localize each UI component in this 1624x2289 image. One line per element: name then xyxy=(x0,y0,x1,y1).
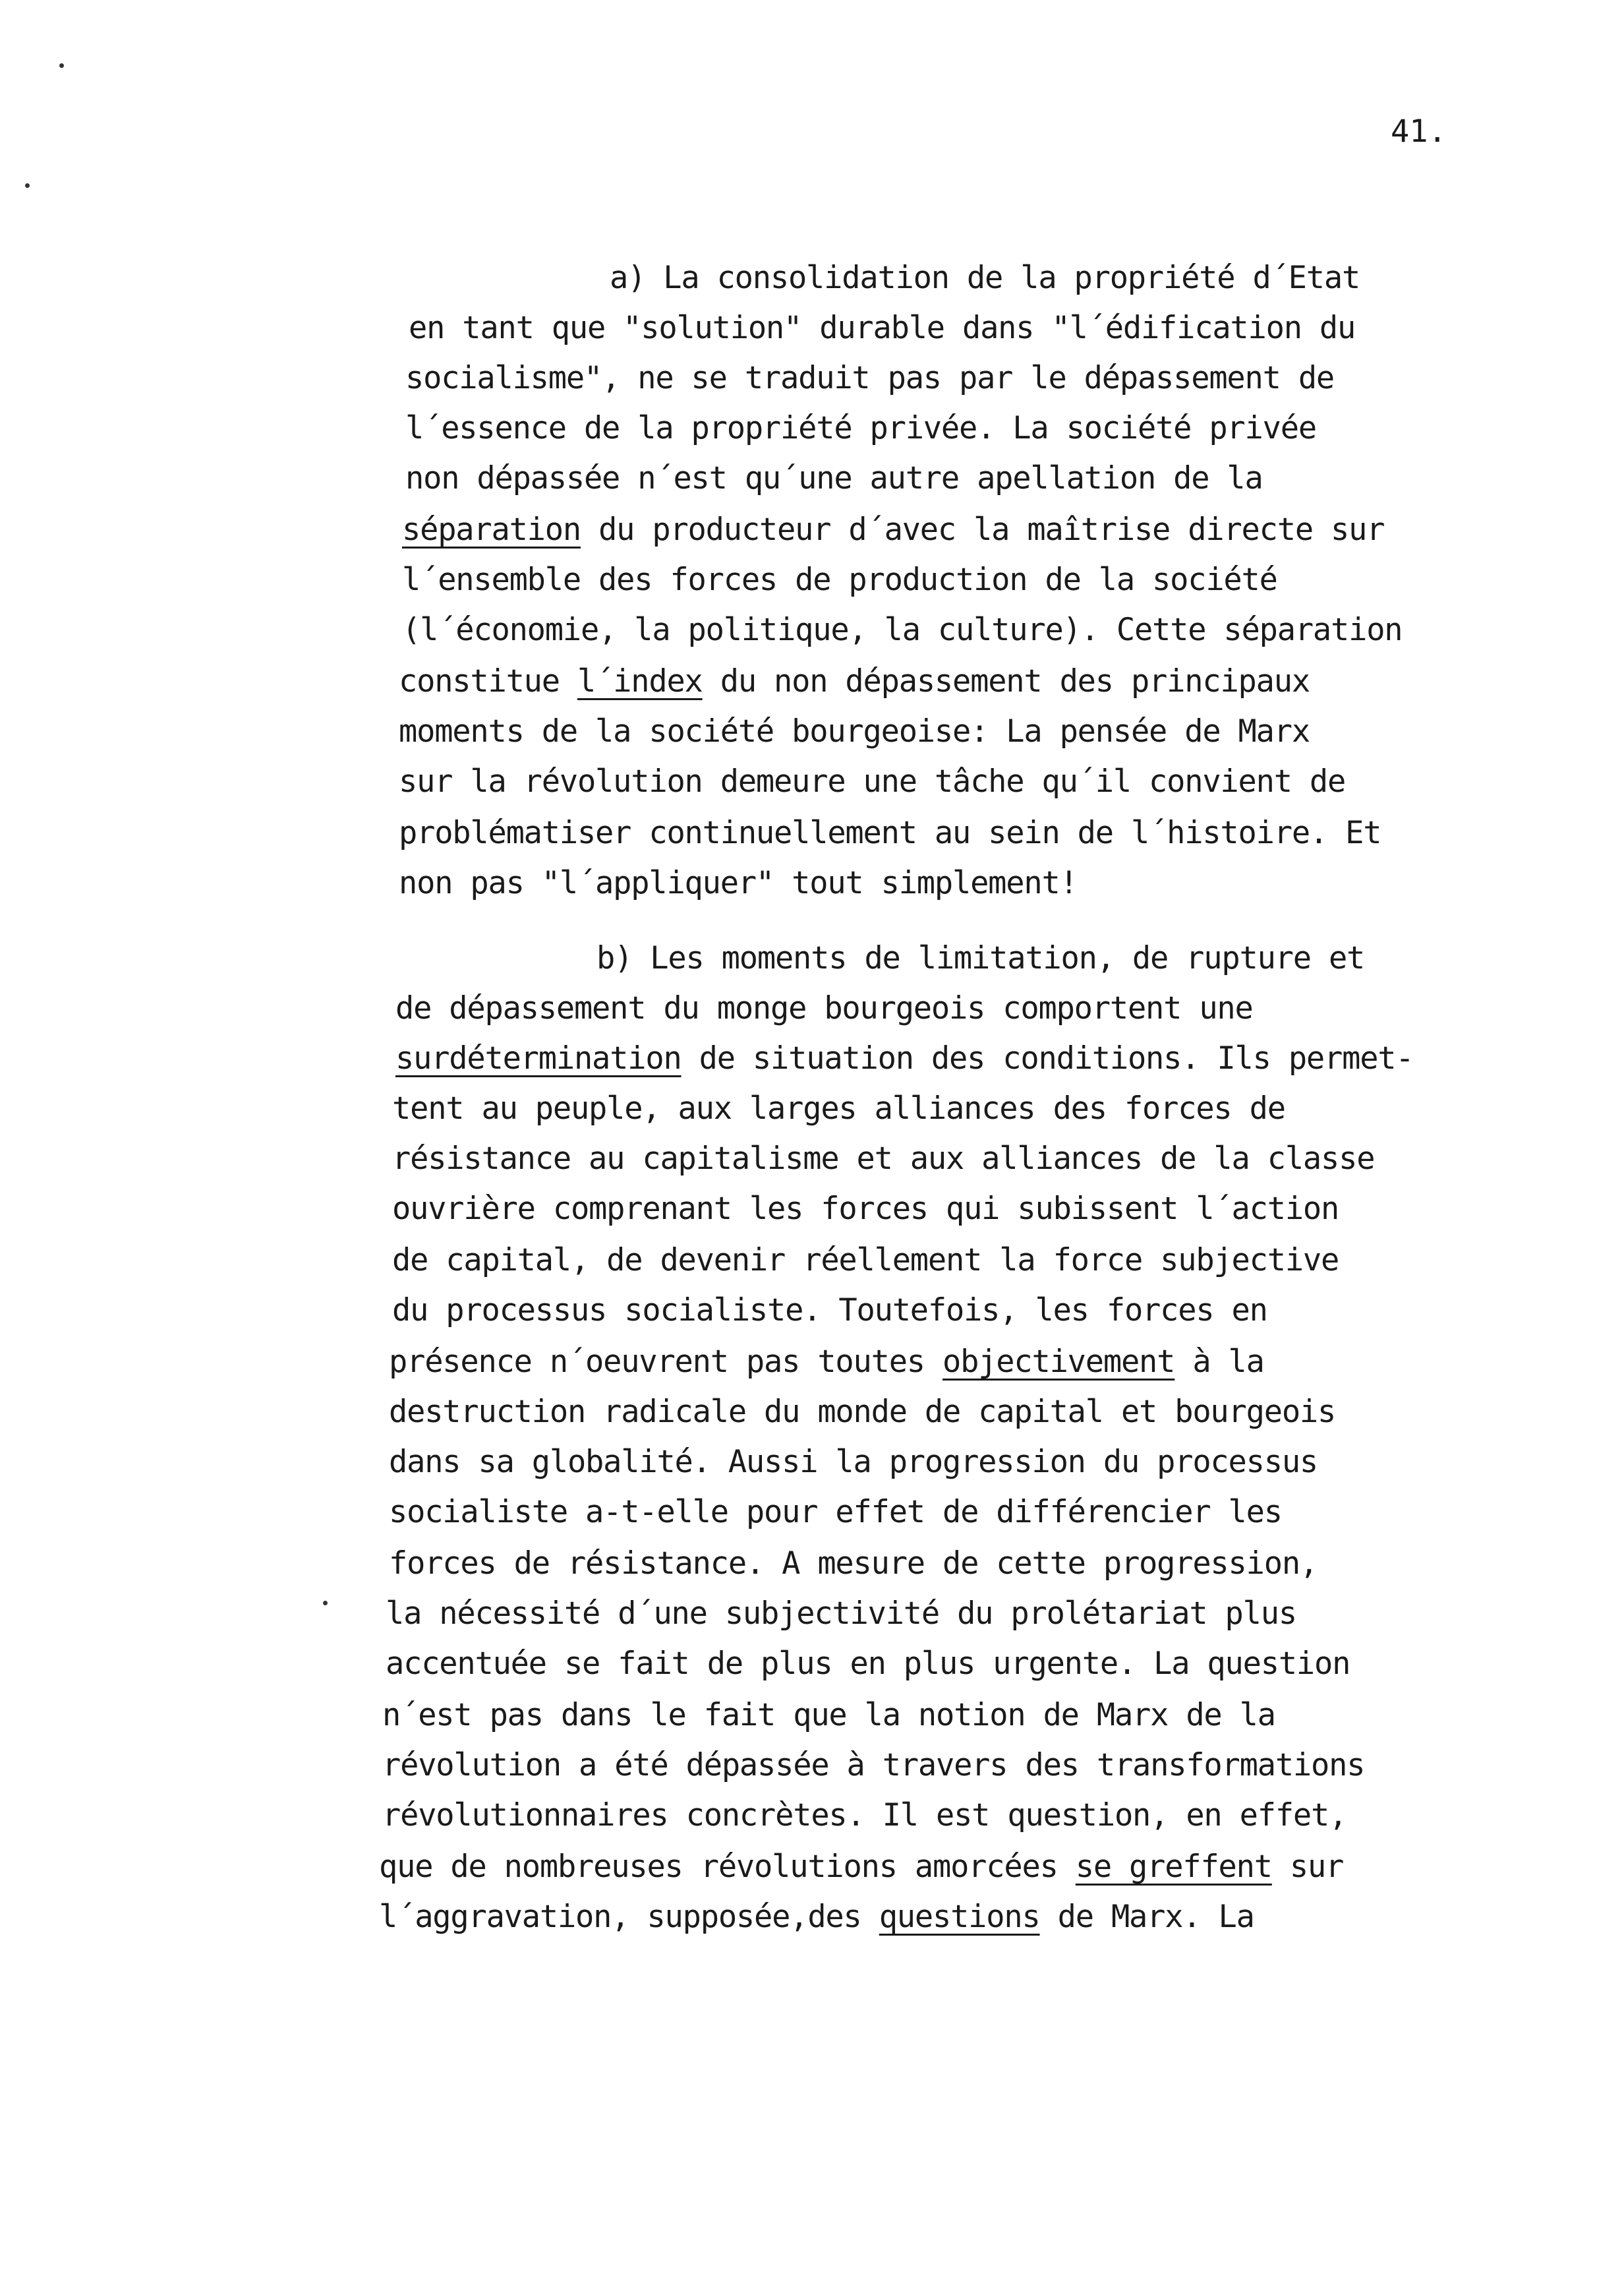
text-line xyxy=(382,1796,1347,1835)
text-segment: (l´économie, la politique, la culture). Cette séparation xyxy=(402,612,1403,648)
underlined-phrase: l´index xyxy=(577,663,703,699)
scan-speck xyxy=(59,63,64,68)
text-line xyxy=(392,1089,1285,1129)
text-line xyxy=(395,989,1253,1028)
text-segment: problématiser continuellement au sein de l´histoire. Et xyxy=(399,815,1381,851)
text-line xyxy=(389,1493,1282,1532)
text-segment: tent au peuple, aux larges alliances des forces de xyxy=(392,1090,1285,1127)
text-line xyxy=(399,662,1310,701)
text-segment: socialisme", ne se traduit pas par le dépassement de xyxy=(405,360,1335,396)
underlined-phrase: se greffent xyxy=(1075,1849,1272,1885)
scan-speck xyxy=(323,1601,328,1605)
scan-speck xyxy=(25,183,30,188)
text-segment: accentuée se fait de plus en plus urgente. La question xyxy=(386,1646,1350,1682)
text-line xyxy=(399,814,1381,853)
text-segment: l´essence de la propriété privée. La société privée xyxy=(405,410,1316,446)
page-number: 41. xyxy=(1391,113,1447,150)
text-segment: de capital, de devenir réellement la force subjective xyxy=(392,1242,1339,1278)
text-segment: a) La consolidation de la propriété d´Etat xyxy=(610,260,1360,296)
text-segment: du producteur d´avec la maîtrise directe sur xyxy=(580,512,1385,548)
underlined-phrase: séparation xyxy=(402,512,581,548)
text-segment: constitue xyxy=(399,663,577,699)
text-line xyxy=(402,610,1402,650)
text-segment: à la xyxy=(1174,1344,1264,1380)
text-segment: l´aggravation, supposée,des xyxy=(379,1899,879,1935)
text-segment: la nécessité d´une subjectivité du prolétariat plus xyxy=(386,1595,1296,1632)
text-line xyxy=(392,1241,1339,1280)
text-segment: que de nombreuses révolutions amorcées xyxy=(379,1849,1076,1885)
text-line xyxy=(379,1897,1254,1937)
text-line xyxy=(399,864,1078,903)
text-segment: destruction radicale du monde de capital et bourgeois xyxy=(389,1394,1336,1430)
underlined-phrase: questions xyxy=(879,1899,1040,1935)
text-segment: de Marx. La xyxy=(1039,1899,1254,1935)
text-segment: non pas "l´appliquer" tout simplement! xyxy=(399,865,1078,901)
text-line xyxy=(389,1544,1318,1584)
text-segment: b) Les moments de limitation, de rupture et xyxy=(596,940,1365,976)
text-line xyxy=(395,1039,1414,1079)
text-line xyxy=(402,510,1384,550)
text-segment: n´est pas dans le fait que la notion de Marx de la xyxy=(382,1697,1275,1733)
text-line xyxy=(389,1342,1264,1382)
text-segment: ouvrière comprenant les forces qui subissent l´action xyxy=(392,1191,1339,1227)
text-line xyxy=(405,409,1316,448)
text-line xyxy=(382,1746,1364,1785)
text-line xyxy=(405,459,1263,498)
text-line xyxy=(386,1594,1296,1634)
text-segment: en tant que "solution" durable dans "l´édification du xyxy=(409,310,1356,346)
text-segment: du non dépassement des principaux xyxy=(702,663,1310,699)
text-line xyxy=(386,1644,1350,1684)
text-line xyxy=(382,1696,1275,1735)
underlined-phrase: objectivement xyxy=(942,1344,1175,1380)
text-segment: sur xyxy=(1271,1849,1344,1885)
text-line xyxy=(392,1291,1267,1330)
text-segment: de situation des conditions. Ils permet- xyxy=(681,1040,1414,1077)
text-segment: forces de résistance. A mesure de cette progression, xyxy=(389,1545,1318,1582)
text-segment: dans sa globalité. Aussi la progression du processus xyxy=(389,1444,1318,1480)
text-line xyxy=(399,712,1310,752)
text-line xyxy=(392,1139,1374,1179)
text-line xyxy=(392,1189,1339,1229)
underlined-phrase: surdétermination xyxy=(395,1040,682,1077)
text-line xyxy=(399,762,1345,802)
text-segment: socialiste a-t-elle pour effet de différencier les xyxy=(389,1494,1282,1530)
text-line xyxy=(402,560,1277,600)
text-line xyxy=(389,1392,1335,1432)
text-line xyxy=(409,309,1355,348)
text-line xyxy=(596,939,1364,978)
text-segment: résistance au capitalisme et aux alliances de la classe xyxy=(392,1141,1375,1177)
text-segment: de dépassement du monge bourgeois comportent une xyxy=(395,990,1253,1026)
text-line xyxy=(610,258,1360,298)
text-segment: l´ensemble des forces de production de la société xyxy=(402,562,1277,598)
text-segment: du processus socialiste. Toutefois, les forces en xyxy=(392,1292,1267,1328)
text-segment: révolution a été dépassée à travers des transformations xyxy=(382,1747,1365,1783)
text-segment: moments de la société bourgeoise: La pensée de Marx xyxy=(399,713,1310,750)
text-segment: révolutionnaires concrètes. Il est question, en effet, xyxy=(382,1797,1347,1833)
text-segment: présence n´oeuvrent pas toutes xyxy=(389,1344,942,1380)
text-line xyxy=(379,1847,1343,1887)
text-segment: sur la révolution demeure une tâche qu´il convient de xyxy=(399,763,1346,800)
text-segment: non dépassée n´est qu´une autre apellation de la xyxy=(405,460,1263,496)
text-line xyxy=(389,1442,1318,1482)
text-line xyxy=(405,359,1334,398)
